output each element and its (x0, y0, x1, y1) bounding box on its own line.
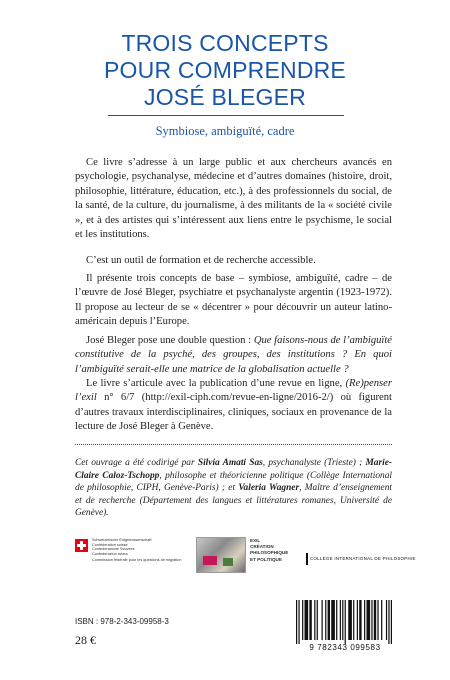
barcode-bar (381, 600, 382, 640)
barcode-bar (331, 600, 335, 640)
barcode-bar (371, 600, 372, 640)
paragraph-1: Ce livre s’adresse à un large public et aux chercheurs avancés en psychologie, psychanalyse, médecine et d’autres domaines (histoire, droit, philosophie, littérature, éducation, etc.), à des professionnels du social, de la santé, de la culture, du journalisme, à des militants de la « société civile », et à des artistes qui s’intéressent aux liens entre le psychisme, le social et les institutions. (75, 157, 392, 241)
barcode-bar (359, 600, 361, 640)
barcode-bar (386, 600, 387, 640)
paragraph-5 (75, 377, 392, 435)
barcode-bar (353, 600, 354, 640)
barcode-bar (322, 600, 323, 640)
barcode-bar (345, 600, 346, 644)
barcode-bar (391, 600, 392, 644)
barcode-bar (377, 600, 378, 640)
isbn: ISBN : 978-2-343-09958-3 (75, 617, 169, 626)
barcode-bars (290, 600, 400, 644)
barcode-bar (357, 600, 358, 640)
barcode-bar (374, 600, 376, 640)
barcode-bar (305, 600, 309, 640)
paragraph-4 (75, 334, 392, 377)
barcode-bar (302, 600, 303, 640)
barcode-bar (340, 600, 341, 640)
exil-logo-image (196, 537, 246, 573)
barcode-bar (298, 600, 299, 644)
editor-2: Marie-Claire Caloz-Tschopp (75, 458, 392, 481)
ciph-bar (306, 553, 308, 565)
barcode-bar (325, 600, 326, 640)
exil-image-pink-shape (203, 556, 217, 565)
subtitle: Symbiose, ambiguïté, cadre (155, 124, 295, 138)
paragraph-3: Il présente trois concepts de base – symbiose, ambiguïté, cadre – de l’œuvre de José Bleger, psychiatre et psychanalyste argentin (1923-1972). Il propose au lecteur de se « décentrer » pour découvrir un auteur latino-américain depuis l’Europe. (75, 273, 392, 328)
barcode-bar (328, 600, 330, 640)
editor-1: Silvia Amati Sas (197, 458, 263, 468)
barcode-bar (309, 600, 311, 640)
swiss-flag-icon (75, 539, 88, 552)
barcode-bar (366, 600, 370, 640)
editors-credits (75, 457, 392, 520)
exil-image-green-shape (223, 558, 233, 566)
swiss-line-3: Confederazione Svizzera (92, 547, 135, 551)
exil-line-2: CRÉATION (250, 544, 274, 550)
dotted-separator (75, 444, 392, 445)
barcode-bar (336, 600, 337, 640)
swiss-line-4: Confederaziun svizra (92, 551, 128, 556)
p4-intro: José Bleger pose une double question : (86, 335, 254, 346)
swiss-line-2: Confédération suisse (92, 542, 128, 547)
p5-rest: n° 6/7 (http://exil-ciph.com/revue-en-ligne/2016-2/) où figurent d’autres travaux interdisciplinaires, cliniques, sociaux en provenance de la lecture de José Bleger à Genève. (75, 392, 392, 433)
ciph-text: COLLÈGE INTERNATIONAL DE PHILOSOPHIE (310, 556, 416, 561)
swiss-line-1: Schweizerische Eidgenossenschaft (92, 538, 152, 542)
barcode-number: 9 782343 099583 (309, 643, 381, 652)
barcode-bar (314, 600, 315, 640)
barcode-bar (296, 600, 297, 644)
barcode-bar (364, 600, 365, 640)
ciph-logo (306, 553, 428, 565)
title-divider (108, 115, 344, 116)
p4-question: Que faisons-nous de l’ambiguïté constitutive de la psyché, des groupes, des institutions ? En quoi l’ambiguïté serait-elle une matrice de la globalisation actuelle ? (75, 335, 392, 375)
barcode-bar (388, 600, 389, 644)
exil-line-4: ET POLITIQUE (250, 556, 282, 562)
isbn-barcode (290, 600, 400, 652)
exil-logo-text (250, 538, 288, 563)
title-line-2: POUR COMPRENDRE (104, 57, 346, 83)
barcode-bar (342, 600, 343, 640)
p5-intro: Le livre s’articule avec la publication d’une revue en ligne, (86, 378, 346, 389)
barcode-bar (317, 600, 318, 640)
swiss-confederation-logo (75, 537, 182, 567)
credits-intro: Cet ouvrage a été codirigé par (75, 458, 198, 468)
title-line-3: JOSÉ BLEGER (144, 84, 306, 110)
barcode-bar (348, 600, 352, 640)
exil-line-3: PHILOSOPHIQUE (250, 550, 289, 556)
p5-revue-title: (Re)penser l’exil (75, 378, 392, 404)
paragraph-2: C’est un outil de formation et de recherche accessible. (86, 255, 316, 266)
exil-line-1: EXIL (250, 538, 261, 543)
price: 28 € (75, 633, 96, 647)
credits-role-3: , Maître d’enseignement et de recherche (Département des langues et littératures romanes, Université de Genève). (75, 483, 392, 519)
swiss-commission: Commission fédérale pour les questions de migration (92, 558, 182, 562)
title-line-1: TROIS CONCEPTS (121, 30, 329, 56)
credits-role-1: , psychanalyste (Trieste) ; (262, 458, 366, 468)
editor-3: Valeria Wagner (238, 483, 300, 494)
credits-role-2: , philosophe et théoricienne politique (Collège International de philosophie, CIPH, Genève-Paris) ; et (75, 470, 392, 494)
